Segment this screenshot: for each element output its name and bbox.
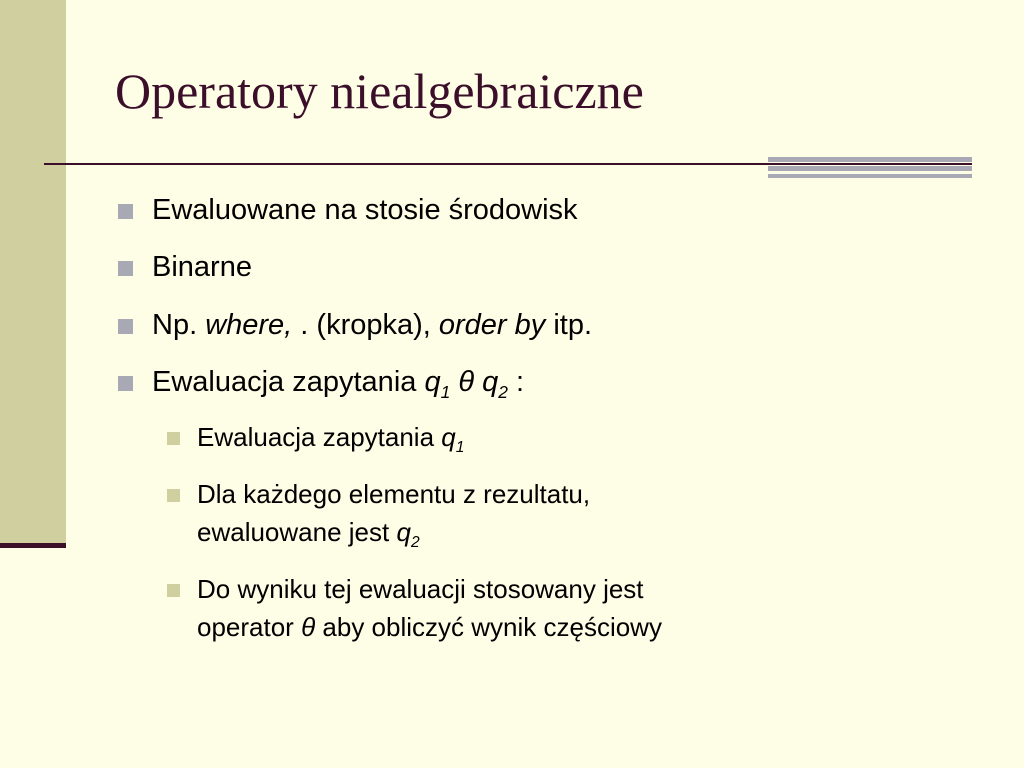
title-divider-accent — [768, 157, 972, 179]
side-strip — [0, 0, 66, 543]
bullet-square-icon — [118, 376, 133, 391]
sub-bullet-square-icon — [167, 432, 180, 445]
sub-bullet-text: Dla każdego elementu z rezultatu, ewaluowane jest $q_2$ — [197, 479, 591, 552]
side-strip-underline — [0, 543, 66, 548]
bullet-text: Ewaluacja zapytania $q_1$ θ $q_2$ : — [152, 366, 525, 402]
sub-bullet-text: Ewaluacja zapytania $q_1$ — [197, 422, 465, 457]
bullet-square-icon — [118, 261, 133, 276]
bullet-text: Ewaluowane na stosie środowisk — [152, 194, 578, 226]
sub-bullet-text: Do wyniku tej ewaluacji stosowany jest operator θ aby obliczyć wynik częściowy — [197, 574, 662, 642]
slide-title: Operatory niealgebraiczne — [115, 63, 644, 119]
bullet-text: Binarne — [152, 251, 252, 283]
bullet-square-icon — [118, 319, 133, 334]
bullet-text: Np. where, . (kropka), order by itp. — [152, 309, 593, 341]
sub-bullet-square-icon — [167, 489, 180, 502]
sub-bullet-square-icon — [167, 584, 180, 597]
bullet-square-icon — [118, 204, 133, 219]
